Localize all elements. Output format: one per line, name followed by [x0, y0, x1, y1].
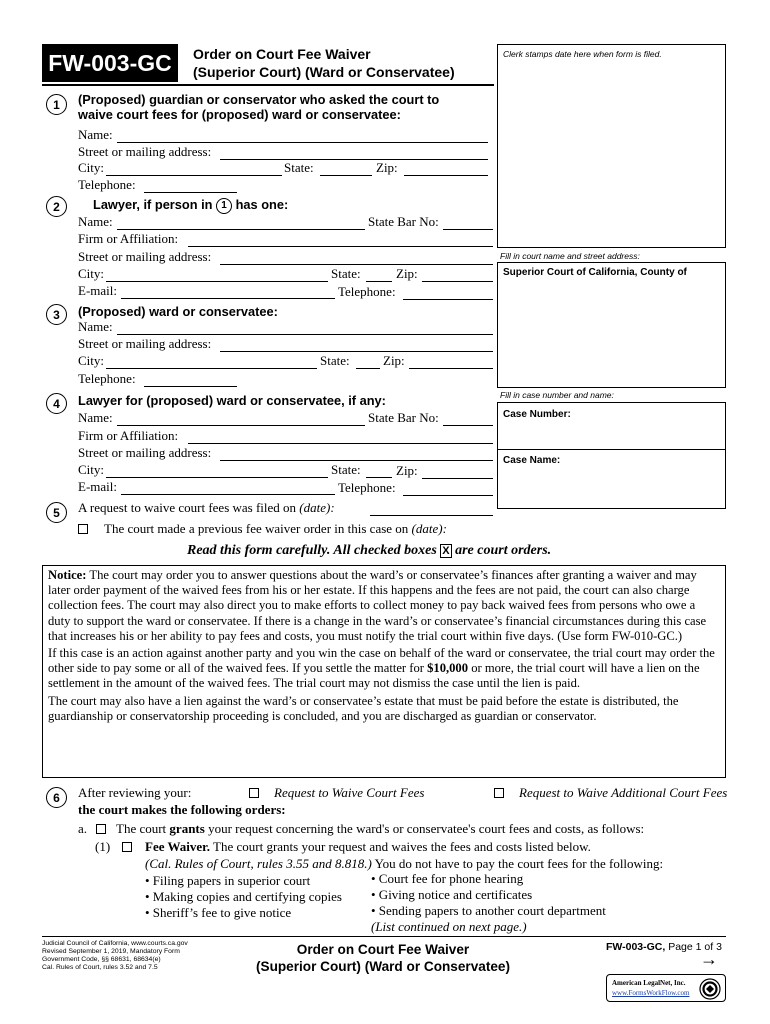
footer-citations: [42, 940, 188, 972]
s2-city-field[interactable]: [106, 281, 328, 282]
publisher-logo-icon: [699, 978, 721, 1000]
section-2-number: 2: [46, 196, 67, 217]
notice-p2-amount: $10,000: [427, 661, 469, 676]
s5-previous-order-checkbox[interactable]: [78, 524, 88, 534]
s4-email-field[interactable]: [121, 494, 335, 495]
s3-name-field[interactable]: [117, 334, 493, 335]
s1-city-label: City:: [78, 160, 105, 175]
s5-line1: [78, 500, 335, 516]
notice-paragraph-3: The court may also have a lien against the ward’s or conservatee’s estate that must be paid before the estate is distributed, the guardianship or conservatorship proceeding is concluded, and you are discharged as guardian or conservator.: [48, 693, 679, 723]
section-4-number: 4: [46, 393, 67, 414]
s4-state-field[interactable]: [366, 477, 392, 478]
s2-firm-field[interactable]: [188, 246, 493, 247]
s6-1-text: [145, 839, 591, 855]
footer-line-rules: Cal. Rules of Court, rules 3.52 and 7.5: [42, 964, 158, 971]
s4-city-field[interactable]: [106, 477, 328, 478]
bullet-sending-papers: • Sending papers to another court department: [371, 903, 606, 918]
s1-name-label: Name:: [78, 127, 113, 142]
s1-street-field[interactable]: [220, 159, 488, 160]
read-notice-pre: Read this form carefully. All checked boxes: [187, 543, 437, 558]
s5-line1-date-label: (date):: [299, 500, 335, 515]
s4-telephone-field[interactable]: [403, 495, 493, 496]
bullet-giving-notice: • Giving notice and certificates: [371, 887, 533, 902]
s1-state-field[interactable]: [320, 175, 372, 176]
s4-zip-field[interactable]: [422, 478, 493, 479]
s2-email-label: E-mail:: [78, 283, 117, 298]
case-box-divider: [498, 449, 725, 450]
form-title-line2: (Superior Court) (Ward or Conservatee): [193, 64, 455, 80]
clerk-stamp-box[interactable]: [497, 44, 726, 248]
s2-telephone-label: Telephone:: [338, 284, 396, 299]
section-2-heading-pre: Lawyer, if person in: [93, 197, 213, 212]
court-name-box[interactable]: [497, 262, 726, 388]
s5-line1-text: A request to waive court fees was filed on: [78, 500, 297, 515]
section-2-heading-post: has one:: [235, 197, 289, 212]
s2-name-field[interactable]: [117, 229, 365, 230]
s6-orders-heading: the court makes the following orders:: [78, 802, 286, 817]
s4-telephone-label: Telephone:: [338, 480, 396, 495]
bullet-filing-papers: • Filing papers in superior court: [145, 873, 311, 888]
notice-p2-pre: If this case is an action against another party and you win the case on behalf of the ward or conservatee, the trial court may order the other side to pay some or all of the waived fees. If you settle the matter for: [48, 646, 715, 676]
s6-a-label: a.: [78, 821, 88, 836]
s3-name-label: Name:: [78, 319, 113, 334]
s2-state-bar-label: State Bar No:: [368, 214, 439, 229]
s2-email-field[interactable]: [121, 298, 335, 299]
s1-zip-field[interactable]: [404, 175, 488, 176]
s6-a-text: [116, 821, 644, 837]
s3-state-field[interactable]: [356, 368, 380, 369]
s6-a-post: your request concerning the ward's or conservatee's court fees and costs, as follows:: [208, 821, 645, 836]
s1-zip-label: Zip:: [376, 160, 398, 175]
s2-name-label: Name:: [78, 214, 113, 229]
s6-1-label: (1): [95, 839, 111, 854]
read-notice-post: are court orders.: [455, 543, 552, 558]
s3-city-label: City:: [78, 353, 105, 368]
s1-street-label: Street or mailing address:: [78, 144, 212, 159]
s6-a-pre: The court: [116, 821, 167, 836]
section-2-heading: [93, 197, 288, 214]
s3-telephone-field[interactable]: [144, 386, 237, 387]
s4-firm-field[interactable]: [188, 443, 493, 444]
court-box-caption: Fill in court name and street address:: [500, 251, 640, 261]
publisher-name: American LegalNet, Inc.: [612, 979, 686, 987]
s5-line2: [104, 521, 447, 537]
s6-rules-italic: (Cal. Rules of Court, rules 3.55 and 8.818.): [145, 856, 372, 871]
section-5-number: 5: [46, 502, 67, 523]
s6-grants-checkbox[interactable]: [96, 824, 106, 834]
s4-street-field[interactable]: [220, 460, 493, 461]
s2-city-label: City:: [78, 266, 105, 281]
notice-paragraph-2: [48, 646, 720, 692]
footer-title: [228, 941, 538, 975]
s6-bullets-right: [371, 871, 606, 919]
s6-fee-waiver-text: The court grants your request and waives the fees and costs listed below.: [213, 839, 591, 854]
footer-line-gov-code: Government Code, §§ 68631, 68634(e): [42, 956, 161, 963]
s5-line2-text: The court made a previous fee waiver order in this case on: [104, 521, 409, 536]
section-1-heading-line1: (Proposed) guardian or conservator who asked the court to: [78, 92, 440, 107]
s4-email-label: E-mail:: [78, 479, 117, 494]
header-rule: [42, 84, 494, 86]
case-name-label: Case Name:: [503, 455, 561, 466]
s2-telephone-field[interactable]: [403, 299, 493, 300]
s4-state-bar-field[interactable]: [443, 425, 493, 426]
s2-street-field[interactable]: [220, 264, 493, 265]
section-6-number: 6: [46, 787, 67, 808]
bullet-sheriff-fee: • Sheriff’s fee to give notice: [145, 905, 292, 920]
s6-bullets-left: [145, 873, 342, 921]
s5-line2-date-label: (date):: [411, 521, 447, 536]
section-1-number: 1: [46, 94, 67, 115]
s4-firm-label: Firm or Affiliation:: [78, 428, 179, 443]
s3-street-label: Street or mailing address:: [78, 336, 212, 351]
s6-rules-line: [145, 856, 663, 872]
s3-zip-label: Zip:: [383, 353, 405, 368]
form-title: [193, 45, 455, 81]
section-4-heading: Lawyer for (proposed) ward or conservatee, if any:: [78, 393, 386, 408]
s4-state-bar-label: State Bar No:: [368, 410, 439, 425]
s4-street-label: Street or mailing address:: [78, 445, 212, 460]
s6-request-waive-fees-checkbox[interactable]: [249, 788, 259, 798]
s4-state-label: State:: [331, 462, 361, 477]
s6-option2-label: Request to Waive Additional Court Fees: [519, 785, 728, 800]
case-box-caption: Fill in case number and name:: [500, 390, 614, 400]
footer-page-text: Page 1 of 3: [668, 941, 722, 953]
checked-box-example: X: [442, 545, 450, 557]
section-3-number: 3: [46, 304, 67, 325]
s1-name-field[interactable]: [117, 142, 488, 143]
publisher-link[interactable]: www.FormsWorkFlow.com: [612, 989, 690, 997]
notice-label: Notice:: [48, 568, 87, 582]
footer-rule: [42, 936, 726, 937]
s2-state-label: State:: [331, 266, 361, 281]
s6-request-additional-fees-checkbox[interactable]: [494, 788, 504, 798]
s6-fee-waiver-bold: Fee Waiver.: [145, 839, 210, 854]
s3-city-field[interactable]: [106, 368, 317, 369]
publisher-box: [606, 974, 726, 1002]
section-1-heading-line2: waive court fees for (proposed) ward or conservatee:: [78, 107, 401, 122]
s4-zip-label: Zip:: [396, 463, 418, 478]
notice-p1-text: The court may order you to answer questions about the ward’s or conservatee’s finances after granting a waiver and may later order payment of the waived fees from his or her estate. If this happens and the fees are not paid, the court can also charge collection fees. The court may also direct you to make efforts to collect money to pay back waived fees from persons who owe a duty to support the ward or conservatee. If there is a change in the ward’s or conservatee’s financial circumstances during this case that increases his or her ability to pay fees and costs, you must notify the trial court within five days. (Use form FW-010-GC.): [48, 568, 707, 643]
form-title-line1: Order on Court Fee Waiver: [193, 46, 371, 62]
s2-street-label: Street or mailing address:: [78, 249, 212, 264]
next-page-arrow-icon: →: [700, 949, 718, 969]
footer-form-id: FW-003-GC,: [606, 941, 666, 953]
section-1-reference: 1: [216, 198, 232, 214]
clerk-stamp-label: Clerk stamps date here when form is filed.: [503, 49, 662, 59]
s6-a-grants: grants: [169, 821, 205, 836]
s2-state-bar-field[interactable]: [443, 229, 493, 230]
notice-box: [42, 565, 726, 778]
case-number-label: Case Number:: [503, 409, 571, 420]
s2-firm-label: Firm or Affiliation:: [78, 231, 179, 246]
footer-title-line2: (Superior Court) (Ward or Conservatee): [255, 959, 511, 974]
s2-zip-field[interactable]: [422, 281, 493, 282]
s6-rules-text: You do not have to pay the court fees for the following:: [374, 856, 664, 871]
notice-p2-post: or more, the trial court will have a lien on the settlement in the amount of the waived fees. The trial court may not dismiss the case until the lien is paid.: [48, 661, 700, 691]
footer-line-revised: Revised September 1, 2019, Mandatory Form: [42, 948, 180, 955]
footer-line-council: Judicial Council of California, www.courts.ca.gov: [42, 940, 188, 947]
section-1-heading: [78, 92, 439, 122]
footer-title-line1: Order on Court Fee Waiver: [296, 942, 470, 957]
notice-paragraph-1: [48, 568, 720, 644]
s1-telephone-label: Telephone:: [78, 177, 136, 192]
bullet-phone-hearing: • Court fee for phone hearing: [371, 871, 524, 886]
s2-state-field[interactable]: [366, 281, 392, 282]
s3-street-field[interactable]: [220, 351, 493, 352]
s4-city-label: City:: [78, 462, 105, 477]
s2-zip-label: Zip:: [396, 266, 418, 281]
s3-telephone-label: Telephone:: [78, 371, 136, 386]
s3-zip-field[interactable]: [409, 368, 493, 369]
section-3-heading: (Proposed) ward or conservatee:: [78, 304, 278, 319]
s1-state-label: State:: [284, 160, 314, 175]
bullet-making-copies: • Making copies and certifying copies: [145, 889, 342, 904]
court-name-label: Superior Court of California, County of: [503, 267, 687, 278]
s6-fee-waiver-checkbox[interactable]: [122, 842, 132, 852]
read-carefully-notice: [187, 543, 551, 559]
case-box: [497, 402, 726, 509]
s5-filed-date-field[interactable]: [370, 515, 493, 516]
s4-name-field[interactable]: [117, 425, 365, 426]
s4-name-label: Name:: [78, 410, 113, 425]
s6-option1-label: Request to Waive Court Fees: [274, 785, 425, 800]
s1-telephone-field[interactable]: [144, 192, 237, 193]
s3-state-label: State:: [320, 353, 350, 368]
s6-after-reviewing: After reviewing your:: [78, 785, 192, 800]
s6-continued-note: (List continued on next page.): [371, 919, 527, 934]
s1-city-field[interactable]: [106, 175, 282, 176]
form-number-badge: FW-003-GC: [42, 44, 178, 82]
